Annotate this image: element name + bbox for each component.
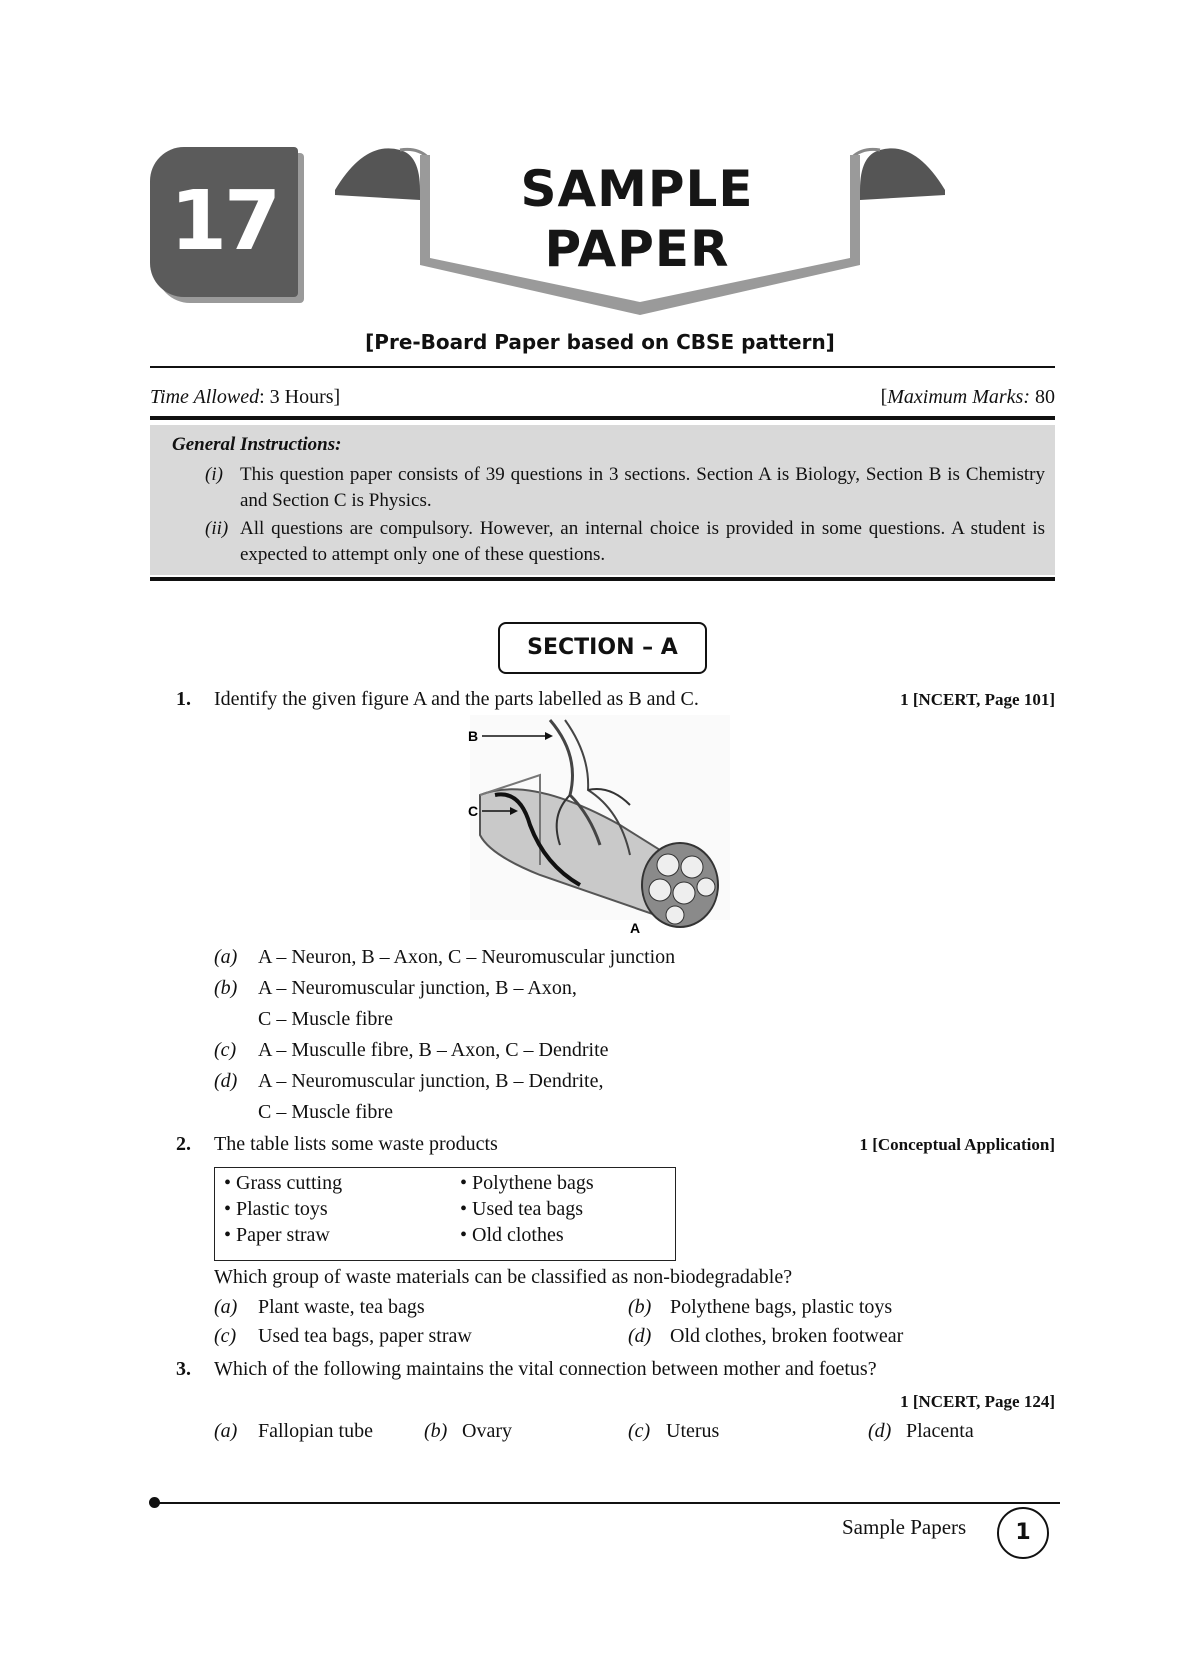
option-text: Used tea bags, paper straw bbox=[258, 1325, 472, 1347]
instruction-text: All questions are compulsory. However, an internal choice is provided in some questions. A student is expected to attempt only one of these questions. bbox=[240, 518, 1045, 565]
question-number: 2. bbox=[176, 1133, 191, 1155]
section-title: SECTION – A bbox=[498, 622, 707, 674]
option-text: Plant waste, tea bags bbox=[258, 1296, 425, 1318]
option-label: (a) bbox=[214, 1296, 238, 1318]
question-tag: 1 [NCERT, Page 101] bbox=[900, 690, 1055, 709]
marks-bracket: [ bbox=[880, 386, 888, 408]
option-label: (c) bbox=[628, 1420, 651, 1442]
option-text: A – Neuromuscular junction, B – Dendrite, bbox=[258, 1070, 604, 1092]
option-text: A – Neuromuscular junction, B – Axon, bbox=[258, 977, 577, 999]
question-tag: 1 [Conceptual Application] bbox=[859, 1135, 1055, 1154]
option-text: A – Neuron, B – Axon, C – Neuromuscular junction bbox=[258, 946, 676, 968]
paper-number-badge: 17 bbox=[150, 147, 298, 297]
marks-value: 80 bbox=[1030, 386, 1055, 408]
option-label: (c) bbox=[214, 1039, 237, 1061]
maximum-marks bbox=[881, 386, 1055, 409]
option-text: Polythene bags, plastic toys bbox=[670, 1296, 893, 1318]
option-label: (d) bbox=[628, 1325, 652, 1347]
option-text: A – Musculle fibre, B – Axon, C – Dendrite bbox=[258, 1039, 609, 1061]
figure-label-a: A bbox=[630, 920, 641, 936]
option-text-continued: C – Muscle fibre bbox=[258, 1008, 393, 1030]
option-label: (b) bbox=[628, 1296, 652, 1318]
marks-label: Maximum Marks: bbox=[887, 386, 1030, 408]
time-label: Time Allowed bbox=[150, 386, 260, 408]
question-text: The table lists some waste products bbox=[214, 1133, 498, 1155]
neuromuscular-junction-figure bbox=[470, 715, 730, 935]
divider bbox=[150, 416, 1055, 420]
figure-label-b: B bbox=[468, 728, 479, 744]
question-number: 1. bbox=[176, 688, 191, 710]
question-text: Identify the given figure A and the parts labelled as B and C. bbox=[214, 688, 699, 710]
option-text: Ovary bbox=[462, 1420, 512, 1442]
waste-item: • Plastic toys bbox=[224, 1198, 328, 1220]
option-text: Uterus bbox=[666, 1420, 720, 1442]
title-line-2: PAPER bbox=[544, 220, 730, 278]
instruction-item bbox=[205, 516, 1045, 568]
waste-item: • Paper straw bbox=[224, 1224, 330, 1246]
option-label: (b) bbox=[424, 1420, 448, 1442]
option-text: Fallopian tube bbox=[258, 1420, 373, 1442]
option-text: Old clothes, broken footwear bbox=[670, 1325, 904, 1347]
page-number: 1 bbox=[997, 1507, 1049, 1559]
question-number: 3. bbox=[176, 1358, 191, 1380]
question-text: Which of the following maintains the vital connection between mother and foetus? bbox=[214, 1358, 877, 1380]
instruction-label: (ii) bbox=[205, 518, 229, 539]
instructions-title: General Instructions: bbox=[172, 434, 342, 455]
footer-rule bbox=[155, 1502, 1060, 1504]
time-value: : 3 Hours] bbox=[259, 386, 341, 408]
instruction-text: This question paper consists of 39 questions in 3 sections. Section A is Biology, Section B is Chemistry and Section C is Physics. bbox=[240, 464, 1045, 511]
option-label: (a) bbox=[214, 946, 238, 968]
question-tag: 1 [NCERT, Page 124] bbox=[900, 1392, 1055, 1411]
option-label: (d) bbox=[868, 1420, 892, 1442]
question-prompt: Which group of waste materials can be classified as non-biodegradable? bbox=[214, 1266, 793, 1288]
title-line-1: SAMPLE bbox=[520, 160, 754, 218]
instruction-item bbox=[205, 462, 1045, 514]
option-label: (b) bbox=[214, 977, 238, 999]
instruction-label: (i) bbox=[205, 464, 223, 485]
waste-item: • Used tea bags bbox=[460, 1198, 584, 1220]
option-text-continued: C – Muscle fibre bbox=[258, 1101, 393, 1123]
waste-item: • Old clothes bbox=[460, 1224, 564, 1246]
option-label: (c) bbox=[214, 1325, 237, 1347]
divider bbox=[150, 366, 1055, 368]
footer-title: Sample Papers bbox=[842, 1515, 967, 1539]
figure-label-c: C bbox=[468, 803, 479, 819]
option-label: (d) bbox=[214, 1070, 238, 1092]
time-allowed bbox=[150, 386, 340, 409]
subtitle: [Pre-Board Paper based on CBSE pattern] bbox=[365, 330, 835, 354]
divider bbox=[150, 577, 1055, 581]
option-text: Placenta bbox=[906, 1420, 974, 1442]
waste-item: • Grass cutting bbox=[224, 1172, 343, 1194]
option-label: (a) bbox=[214, 1420, 238, 1442]
waste-item: • Polythene bags bbox=[460, 1172, 594, 1194]
